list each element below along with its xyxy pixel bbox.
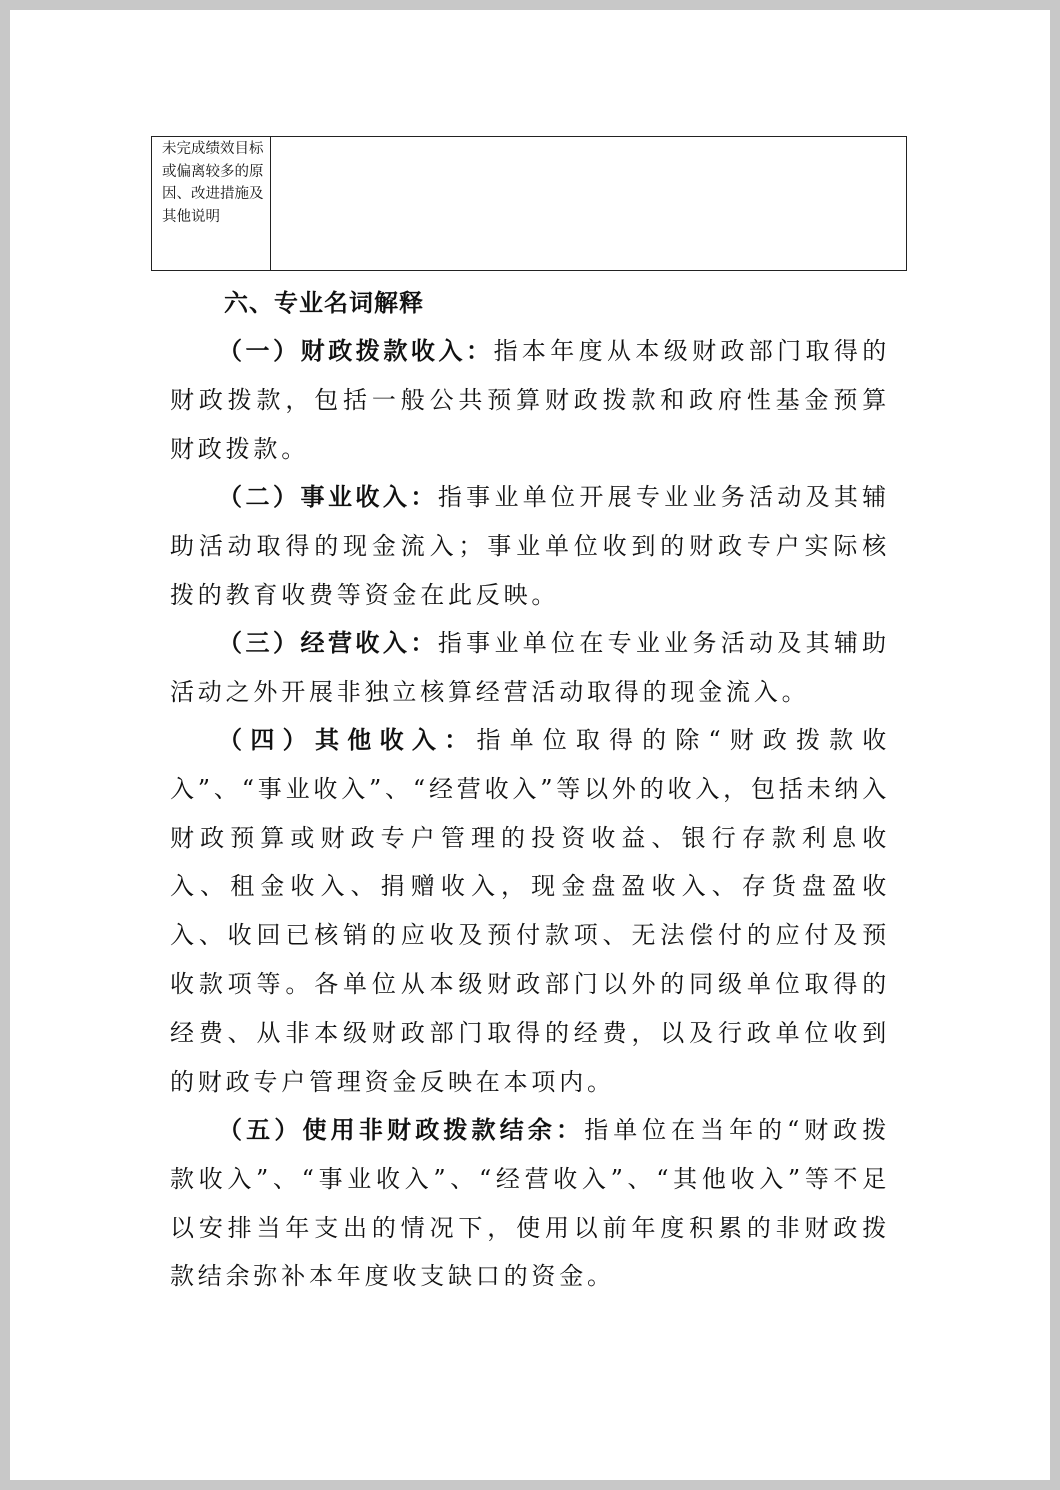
table-label-cell: 未完成绩效目标或偏离较多的原因、改进措施及其他说明 <box>152 137 271 270</box>
definition-term: （二）事业收入： <box>218 483 438 511</box>
document-page <box>10 10 1050 1480</box>
definition-term: （四）其他收入： <box>218 726 477 754</box>
definition-paragraph <box>170 1106 890 1301</box>
definition-text: 指本年度从本级财政部门取得的财政拨款，包括一般公共预算财政拨款和政府性基金预算财政拨款。 <box>170 337 891 463</box>
table-value-cell <box>271 137 906 270</box>
definition-term: （一）财政拨款收入： <box>218 337 494 365</box>
section-heading: 六、专业名词解释 <box>224 289 424 317</box>
definition-paragraph <box>170 473 890 619</box>
definition-paragraph <box>170 716 890 1106</box>
definition-paragraph <box>170 327 890 473</box>
definition-text: 指单位取得的除“财政拨款收入”、“事业收入”、“经营收入”等以外的收入，包括未纳入财政预算或财政专户管理的投资收益、银行存款利息收入、租金收入、捐赠收入，现金盘盈收入、存货盘盈收入、收回已核销的应收及预付款项、无法偿付的应付及预收款项等。各单位从本级财政部门以外的同级单位取得的经费、从非本级财政部门取得的经费，以及行政单位收到的财政专户管理资金反映在本项内。 <box>170 726 890 1096</box>
definition-term: （三）经营收入： <box>218 629 438 657</box>
definition-text: 指事业单位在专业业务活动及其辅助活动之外开展非独立核算经营活动取得的现金流入。 <box>170 629 890 706</box>
definition-paragraph <box>170 619 890 717</box>
definition-term: （五）使用非财政拨款结余： <box>218 1116 585 1144</box>
definition-text: 指单位在当年的“财政拨款收入”、“事业收入”、“经营收入”、“其他收入”等不足以安排当年支出的情况下，使用以前年度积累的非财政拨款结余弥补本年度收支缺口的资金。 <box>170 1116 890 1291</box>
performance-table <box>151 136 907 271</box>
definition-text: 指事业单位开展专业业务活动及其辅助活动取得的现金流入；事业单位收到的财政专户实际核拨的教育收费等资金在此反映。 <box>170 483 890 609</box>
